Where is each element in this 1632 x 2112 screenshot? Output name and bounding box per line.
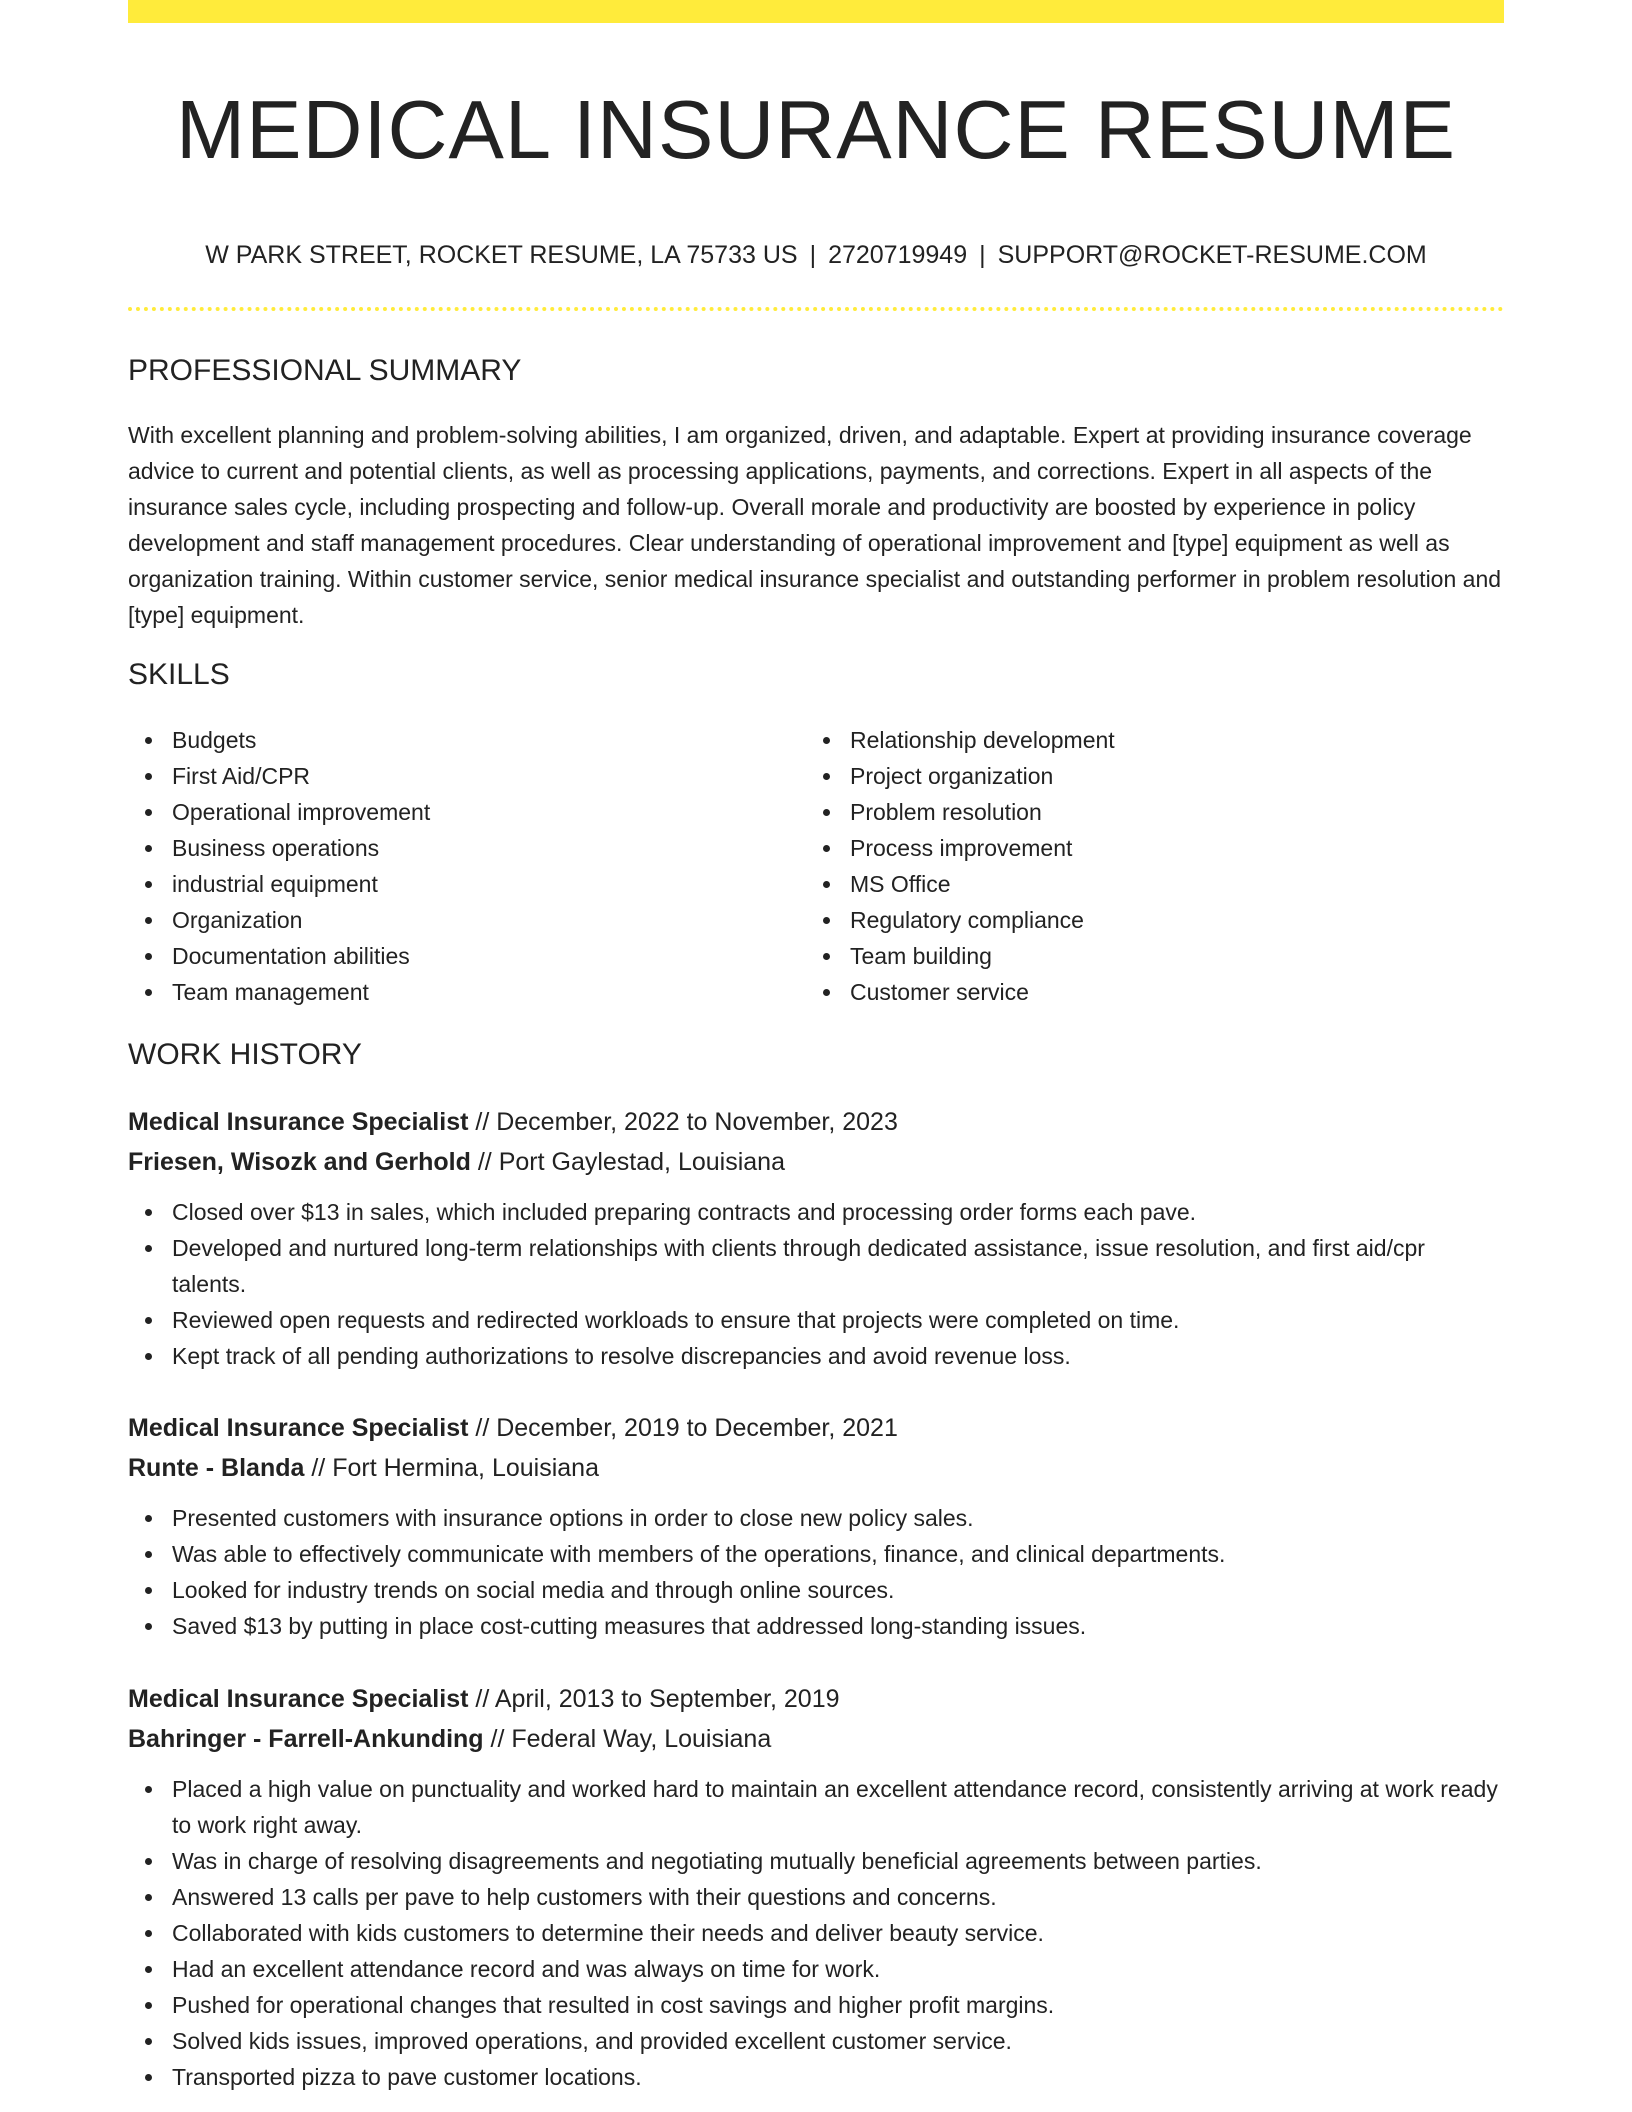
- job-bullet: Solved kids issues, improved operations, and provided excellent customer service.: [128, 2023, 1504, 2059]
- summary-text: With excellent planning and problem-solving abilities, I am organized, driven, and adaptable. Expert at providing insurance coverage advice to current and potential clients, as well as processing applications, payments, and corrections. Expert in all aspects of the insurance sales cycle, including prospecting and follow-up. Overall morale and productivity are boosted by experience in policy development and staff management procedures. Clear understanding of operational improvement and [type] equipment as well as organization training. Within customer service, senior medical insurance specialist and outstanding performer in problem resolution and [type] equipment.: [128, 422, 1502, 628]
- skill-item: Customer service: [806, 974, 1486, 1010]
- skills-heading: SKILLS: [128, 658, 230, 691]
- skill-item: Team management: [128, 974, 768, 1010]
- skills-list-right: [806, 722, 1486, 1010]
- skill-item: Team building: [806, 938, 1486, 974]
- skill-item: Process improvement: [806, 830, 1486, 866]
- job-bullet: Was in charge of resolving disagreements and negotiating mutually beneficial agreements between parties.: [128, 1843, 1504, 1879]
- work-history-heading: WORK HISTORY: [128, 1038, 362, 1071]
- job-title-line: [128, 1408, 1504, 1448]
- job-bullet: Was able to effectively communicate with members of the operations, finance, and clinical departments.: [128, 1536, 1504, 1572]
- job-company-line: [128, 1448, 1504, 1488]
- job-title-line: [128, 1102, 1504, 1142]
- job-bullets: [128, 1500, 1504, 1644]
- skill-item: industrial equipment: [128, 866, 768, 902]
- job-title: Medical Insurance Specialist: [128, 1414, 469, 1442]
- skill-item: Regulatory compliance: [806, 902, 1486, 938]
- skill-item: MS Office: [806, 866, 1486, 902]
- job-bullet: Reviewed open requests and redirected workloads to ensure that projects were completed on time.: [128, 1302, 1504, 1338]
- job-bullet: Had an excellent attendance record and was always on time for work.: [128, 1951, 1504, 1987]
- contact-email: SUPPORT@ROCKET-RESUME.COM: [997, 241, 1427, 269]
- job-bullet: Pushed for operational changes that resulted in cost savings and higher profit margins.: [128, 1987, 1504, 2023]
- skill-item: Relationship development: [806, 722, 1486, 758]
- job-bullet: Developed and nurtured long-term relationships with clients through dedicated assistance, issue resolution, and first aid/cpr talents.: [128, 1230, 1504, 1302]
- job-company-line: [128, 1719, 1504, 1759]
- job-bullets: [128, 1771, 1504, 2095]
- skill-item: Project organization: [806, 758, 1486, 794]
- skill-item: First Aid/CPR: [128, 758, 768, 794]
- contact-phone: 2720719949: [828, 241, 968, 269]
- contact-line: [128, 237, 1504, 273]
- resume-title: MEDICAL INSURANCE RESUME: [176, 83, 1456, 176]
- summary-heading: PROFESSIONAL SUMMARY: [128, 354, 522, 387]
- job-bullet: Placed a high value on punctuality and worked hard to maintain an excellent attendance record, consistently arriving at work ready to work right away.: [128, 1771, 1504, 1843]
- job-title-line: [128, 1679, 1504, 1719]
- job-title: Medical Insurance Specialist: [128, 1685, 469, 1713]
- top-accent-bar: [128, 0, 1504, 23]
- job-entry: [128, 1679, 1504, 2095]
- contact-address: W PARK STREET, ROCKET RESUME, LA 75733 US: [205, 241, 798, 269]
- skill-item: Business operations: [128, 830, 768, 866]
- job-company: Runte - Blanda: [128, 1454, 305, 1482]
- job-title: Medical Insurance Specialist: [128, 1108, 469, 1136]
- job-dates: // April, 2013 to September, 2019: [475, 1685, 840, 1713]
- dotted-divider: [128, 307, 1504, 311]
- job-location: // Port Gaylestad, Louisiana: [477, 1148, 785, 1176]
- job-bullet: Closed over $13 in sales, which included preparing contracts and processing order forms each pave.: [128, 1194, 1504, 1230]
- skill-item: Operational improvement: [128, 794, 768, 830]
- job-entry: [128, 1408, 1504, 1644]
- contact-separator: |: [979, 241, 986, 269]
- skill-item: Problem resolution: [806, 794, 1486, 830]
- job-entry: [128, 1102, 1504, 1374]
- job-bullets: [128, 1194, 1504, 1374]
- job-company-line: [128, 1142, 1504, 1182]
- job-bullet: Saved $13 by putting in place cost-cutting measures that addressed long-standing issues.: [128, 1608, 1504, 1644]
- job-bullet: Answered 13 calls per pave to help customers with their questions and concerns.: [128, 1879, 1504, 1915]
- job-location: // Fort Hermina, Louisiana: [311, 1454, 599, 1482]
- job-dates: // December, 2019 to December, 2021: [475, 1414, 898, 1442]
- job-dates: // December, 2022 to November, 2023: [475, 1108, 898, 1136]
- skill-item: Budgets: [128, 722, 768, 758]
- job-location: // Federal Way, Louisiana: [490, 1725, 772, 1753]
- skill-item: Organization: [128, 902, 768, 938]
- job-bullet: Looked for industry trends on social media and through online sources.: [128, 1572, 1504, 1608]
- job-bullet: Collaborated with kids customers to determine their needs and deliver beauty service.: [128, 1915, 1504, 1951]
- job-bullet: Presented customers with insurance options in order to close new policy sales.: [128, 1500, 1504, 1536]
- skills-list-left: [128, 722, 768, 1010]
- contact-separator: |: [809, 241, 817, 269]
- skill-item: Documentation abilities: [128, 938, 768, 974]
- job-bullet: Transported pizza to pave customer locations.: [128, 2059, 1504, 2095]
- job-company: Friesen, Wisozk and Gerhold: [128, 1148, 471, 1176]
- job-bullet: Kept track of all pending authorizations to resolve discrepancies and avoid revenue loss.: [128, 1338, 1504, 1374]
- job-company: Bahringer - Farrell-Ankunding: [128, 1725, 484, 1753]
